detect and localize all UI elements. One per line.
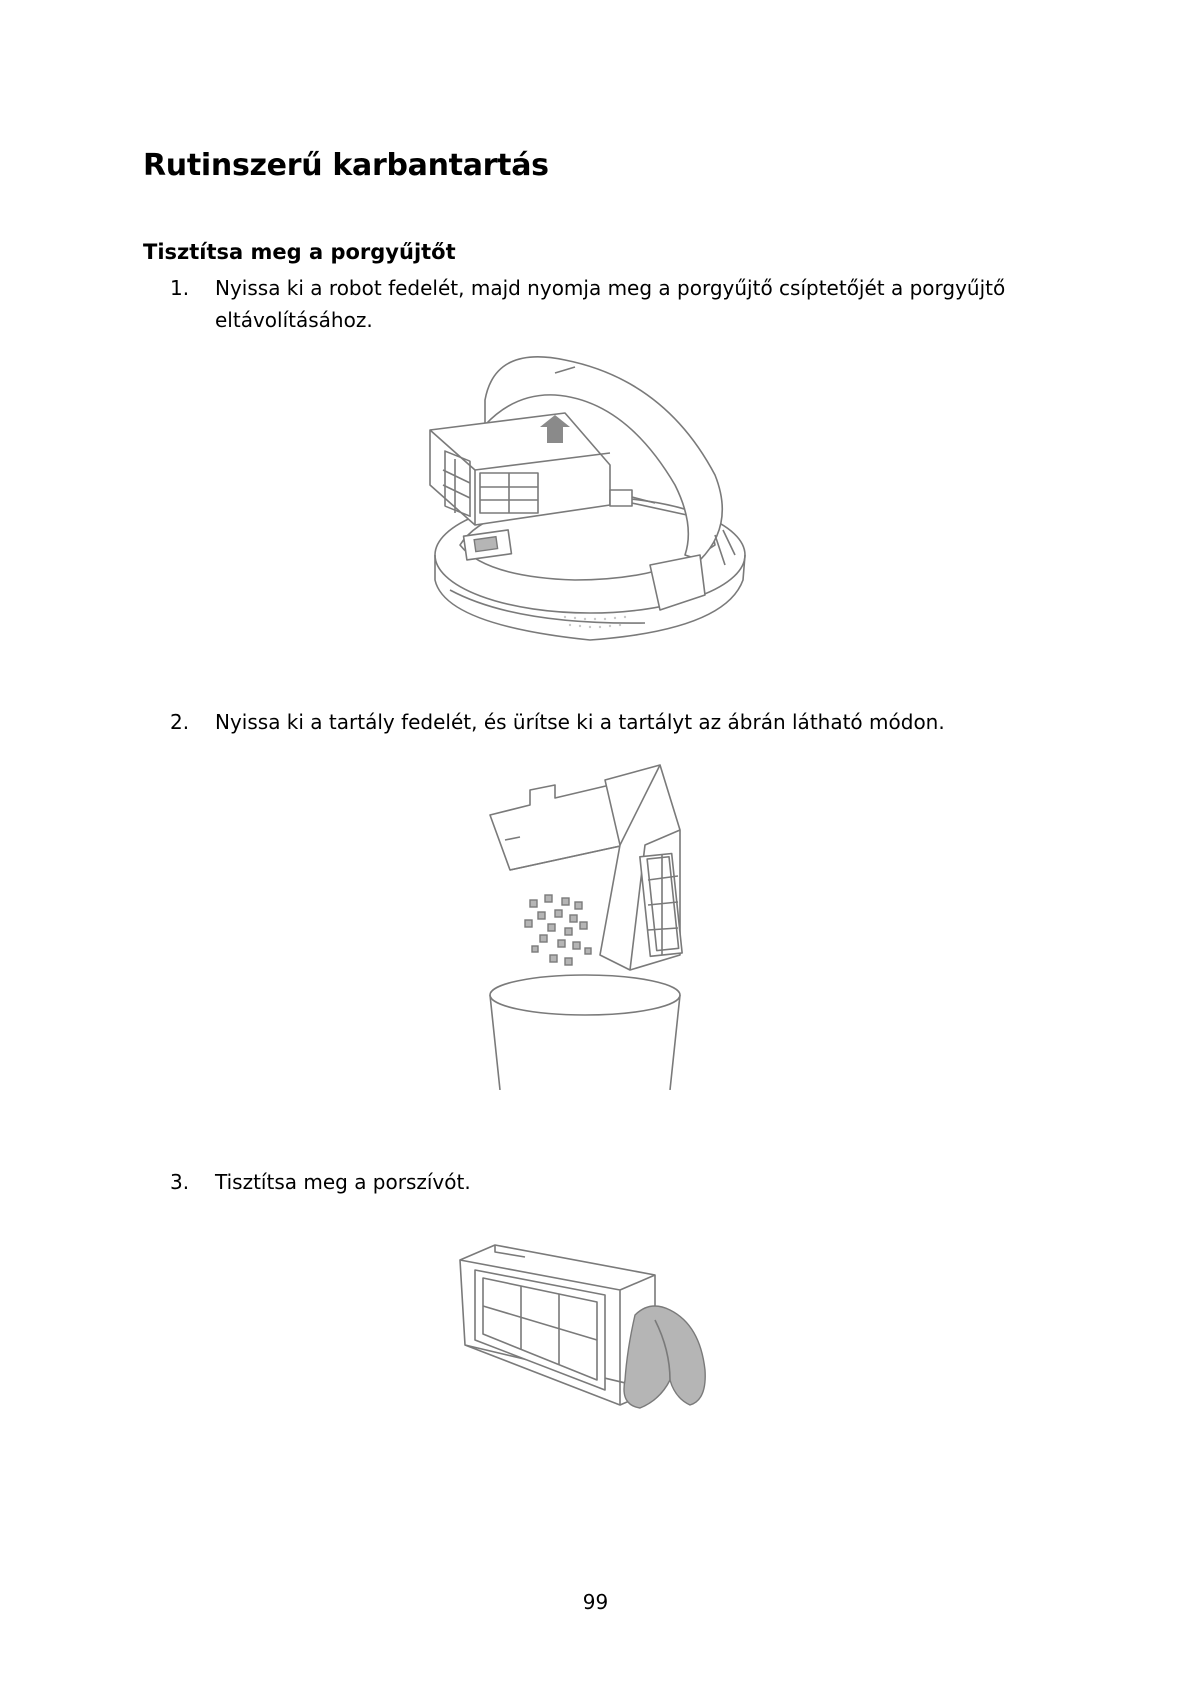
step-text: Tisztítsa meg a porszívót. [215, 1170, 471, 1194]
step-2 [170, 706, 1050, 738]
section-title: Tisztítsa meg a porgyűjtőt [143, 240, 456, 264]
step-1 [170, 272, 1050, 336]
robot-open-lid-illustration [425, 355, 785, 675]
step-3 [170, 1166, 1050, 1198]
clean-filter-illustration [455, 1240, 755, 1420]
step-number: 3. [170, 1170, 190, 1194]
step-text: Nyissa ki a robot fedelét, majd nyomja meg a porgyűjtő csíptetőjét a porgyűjtő eltávolításához. [215, 276, 1006, 332]
step-text: Nyissa ki a tartály fedelét, és ürítse ki a tartályt az ábrán látható módon. [215, 710, 945, 734]
step-number: 2. [170, 710, 190, 734]
page-title: Rutinszerű karbantartás [143, 148, 549, 183]
step-number: 1. [170, 276, 190, 300]
empty-bin-illustration [470, 760, 730, 1090]
page-number: 99 [582, 1590, 609, 1614]
